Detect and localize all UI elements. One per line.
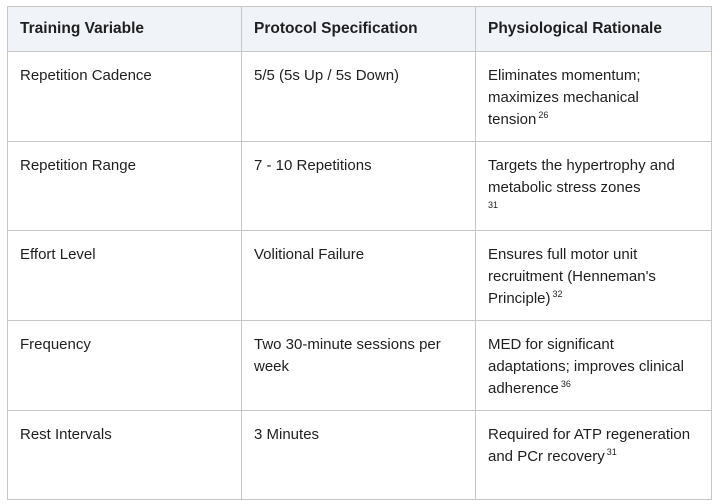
rationale-text: Eliminates momentum; maximizes mechanical tension xyxy=(488,67,641,128)
cell-rationale xyxy=(476,52,712,142)
cell-variable: Repetition Cadence xyxy=(8,52,242,142)
cell-rationale xyxy=(476,142,712,231)
rationale-text: MED for significant adaptations; improves clinical adherence xyxy=(488,336,684,397)
header-training-variable: Training Variable xyxy=(8,7,242,52)
table-row xyxy=(8,321,712,411)
rationale-text: Required for ATP regeneration and PCr recovery xyxy=(488,426,691,465)
cell-rationale xyxy=(476,411,712,500)
cell-variable: Frequency xyxy=(8,321,242,411)
citation-link[interactable]: 32 xyxy=(552,289,563,299)
table-row xyxy=(8,52,712,142)
citation-link[interactable]: 31 xyxy=(488,200,499,210)
cell-protocol: Two 30-minute sessions per week xyxy=(242,321,476,411)
rationale-text: Targets the hypertrophy and metabolic stress zones xyxy=(488,157,675,196)
table-header-row xyxy=(8,7,712,52)
cell-variable: Effort Level xyxy=(8,231,242,321)
cell-rationale xyxy=(476,321,712,411)
cell-protocol: 5/5 (5s Up / 5s Down) xyxy=(242,52,476,142)
citation-link[interactable]: 26 xyxy=(538,110,549,120)
rationale-text: Ensures full motor unit recruitment (Henneman's Principle) xyxy=(488,246,656,307)
header-protocol-specification: Protocol Specification xyxy=(242,7,476,52)
cell-protocol: Volitional Failure xyxy=(242,231,476,321)
cell-rationale xyxy=(476,231,712,321)
protocol-table-container xyxy=(7,6,711,500)
cell-variable: Repetition Range xyxy=(8,142,242,231)
table-row xyxy=(8,411,712,500)
training-protocol-table xyxy=(7,6,712,500)
cell-protocol: 7 - 10 Repetitions xyxy=(242,142,476,231)
header-physiological-rationale: Physiological Rationale xyxy=(476,7,712,52)
table-row xyxy=(8,142,712,231)
cell-variable: Rest Intervals xyxy=(8,411,242,500)
citation-link[interactable]: 31 xyxy=(606,447,617,457)
citation-link[interactable]: 36 xyxy=(560,379,571,389)
table-row xyxy=(8,231,712,321)
cell-protocol: 3 Minutes xyxy=(242,411,476,500)
